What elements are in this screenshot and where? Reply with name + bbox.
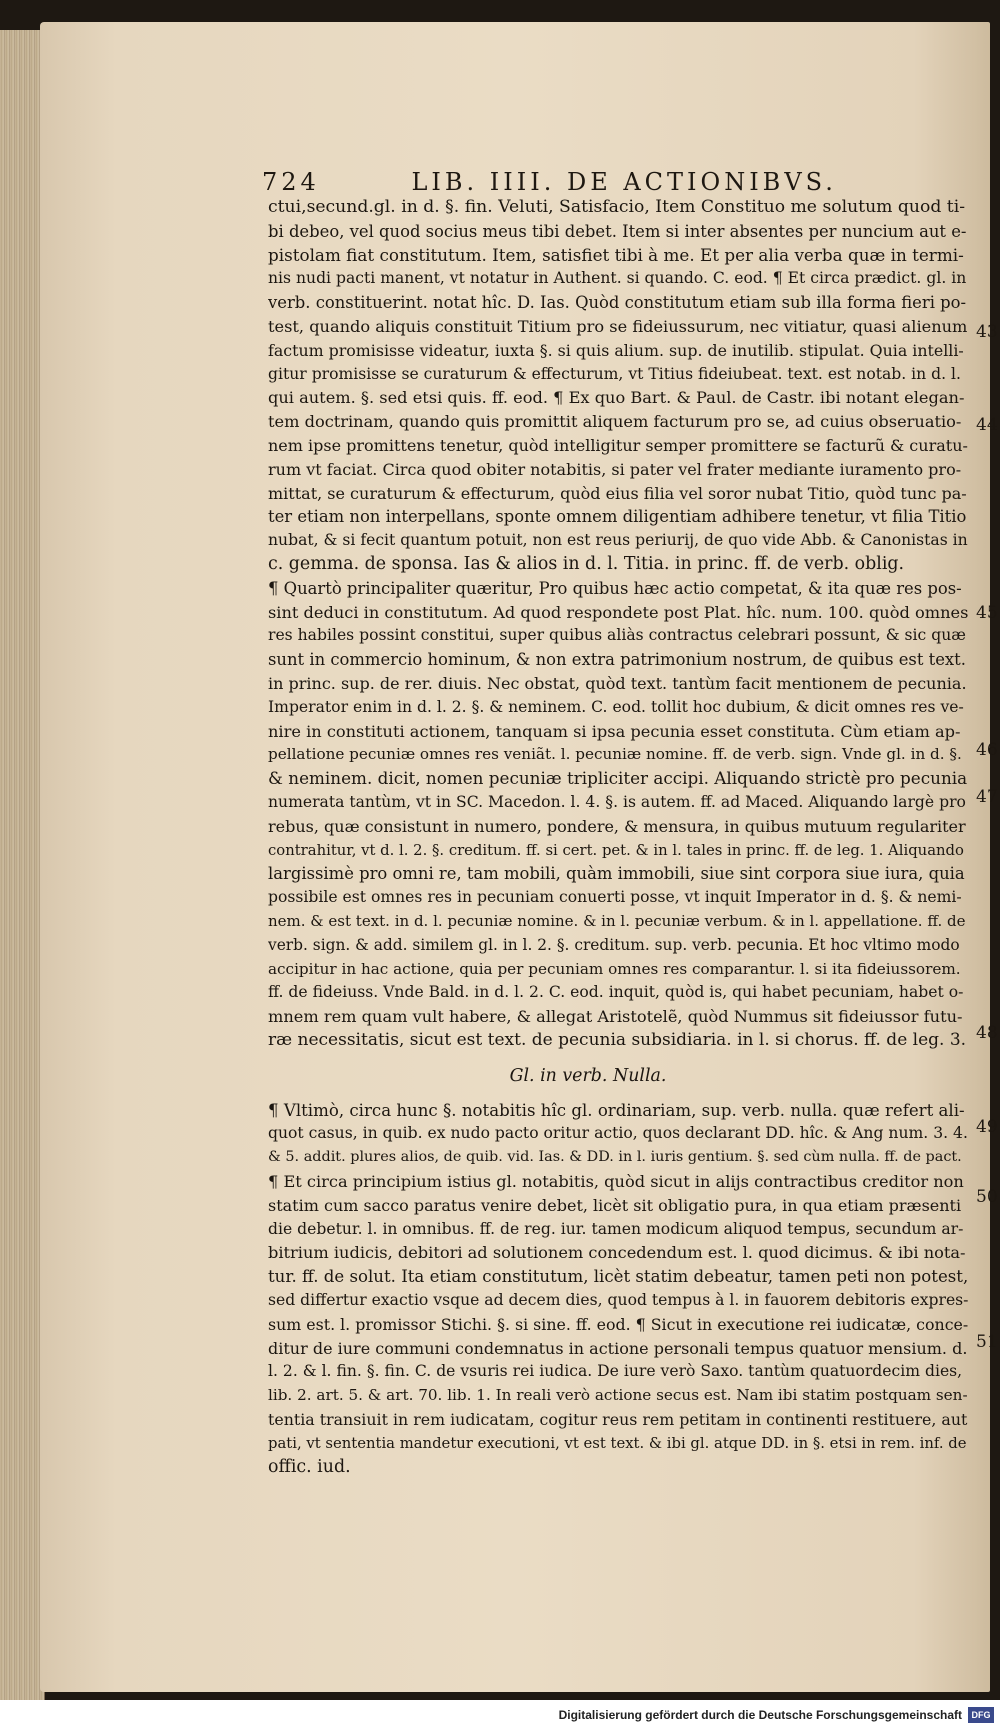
dfg-logo: DFG [968, 1707, 994, 1723]
text-line: die debetur. l. in omnibus. ff. de reg. iur. tamen modicum aliquod tempus, secundum ar- [268, 1219, 964, 1238]
margin-number: 47 [976, 787, 998, 807]
text-line: quot casus, in quib. ex nudo pacto oritur actio, quos declarant DD. hîc. & Ang num. 3. 4. [268, 1124, 968, 1143]
text-line: c. gemma. de sponsa. Ias & alios in d. l. Titia. in princ. ff. de verb. oblig. [268, 553, 905, 574]
text-line: & 5. addit. plures alios, de quib. vid. Ias. & DD. in l. iuris gentium. §. sed cùm nulla. ff. de pact. [268, 1149, 962, 1166]
page-edges [0, 30, 45, 1700]
text-line: tem doctrinam, quando quis promittit aliquem facturum pro se, ad cuius obseruatio- [268, 412, 962, 432]
text-line: pellatione pecuniæ omnes res veniãt. l. pecuniæ nomine. ff. de verb. sign. Vnde gl. in d. §. [268, 745, 962, 764]
text-line: sunt in commercio hominum, & non extra patrimonium nostrum, de quibus est text. [268, 650, 966, 670]
text-line: pistolam fiat constitutum. Item, satisfiet tibi à me. Et per alia verba quæ in termi- [268, 244, 964, 265]
text-line: gitur promisisse se curaturum & effecturum, vt Titius fideiubeat. text. est notab. in d. l. [268, 364, 961, 383]
text-line: ræ necessitatis, sicut est text. de pecunia subsidiaria. in l. si chorus. ff. de leg. 3. [268, 1029, 967, 1050]
text-line: bitrium iudicis, debitori ad solutionem concedendum est. l. quod dicimus. & ibi nota- [268, 1243, 966, 1263]
margin-number: 44 [976, 415, 998, 435]
body-part-two [268, 1099, 968, 1480]
text-line: accipitur in hac actione, quia per pecuniam omnes res comparantur. l. si ita fideiussorem. [268, 959, 961, 978]
text-line: test, quando aliquis constituit Titium pro se fideiussurum, nec vitiatur, quasi alienum [268, 316, 968, 336]
text-line: qui autem. §. sed etsi quis. ff. eod. ¶ Ex quo Bart. & Paul. de Castr. ibi notant elegan- [268, 388, 965, 408]
margin-number: 48 [976, 1023, 998, 1043]
text-line: rum vt faciat. Circa quod obiter notabitis, si pater vel frater mediante iuramento pro- [268, 459, 962, 479]
text-line: in princ. sup. de rer. diuis. Nec obstat, quòd text. tantùm facit mentionem de pecunia. [268, 673, 967, 693]
text-line: offic. iud. [268, 1456, 351, 1477]
margin-number: 45 [976, 603, 998, 623]
text-line: ter etiam non interpellans, sponte omnem diligentiam adhibere tenetur, vt filia Titio [268, 507, 967, 527]
text-line: ¶ Quartò principaliter quæritur, Pro quibus hæc actio competat, & ita quæ res pos- [268, 578, 962, 598]
text-line: largissimè pro omni re, tam mobili, quàm immobili, siue sint corpora siue iura, quia [268, 864, 965, 884]
text-line: Imperator enim in d. l. 2. §. & neminem. C. eod. tollit hoc dubium, & dicit omnes res ve- [268, 697, 964, 716]
text-line: bi debeo, vel quod socius meus tibi debet. Item si inter absentes per nuncium aut e- [268, 221, 967, 241]
text-line: mittat, se curaturum & effecturum, quòd eius filia vel soror nubat Titio, quòd tunc pa- [268, 483, 967, 503]
margin-number: 43 [976, 322, 998, 342]
funding-credit: Digitalisierung gefördert durch die Deutsche Forschungsgemeinschaft [558, 1708, 962, 1722]
text-line: ff. de fideiuss. Vnde Bald. in d. l. 2. C. eod. inquit, quòd is, qui habet pecuniam, habet o- [268, 983, 964, 1002]
body-part-one [268, 196, 968, 1053]
text-line: possibile est omnes res in pecuniam conuerti posse, vt inquit Imperator in d. §. & nemi- [268, 888, 962, 907]
text-line: nire in constituti actionem, tanquam si ipsa pecunia esset constituta. Cùm etiam ap- [268, 721, 961, 741]
section-subheading: Gl. in verb. Nulla. [509, 1065, 667, 1086]
text-line: sed differtur exactio vsque ad decem dies, quod tempus à l. in fauorem debitoris expres- [268, 1291, 968, 1310]
text-line: numerata tantùm, vt in SC. Macedon. l. 4. §. is autem. ff. ad Maced. Aliquando largè pro [268, 792, 966, 811]
text-line: nem. & est text. in d. l. pecuniæ nomine. & in l. pecuniæ verbum. & in l. appellatione. ff. de [268, 911, 966, 930]
margin-number: 50 [976, 1187, 998, 1207]
page-header [262, 168, 842, 196]
text-line: pati, vt sententia mandetur executioni, vt est text. & ibi gl. atque DD. in §. etsi in rem. inf. de [268, 1434, 967, 1452]
folio-number: 724 [262, 168, 320, 196]
text-line: ditur de iure communi condemnatus in actione personali tempus quatuor mensium. d. [268, 1338, 968, 1358]
text-line: sint deduci in constitutum. Ad quod respondete post Plat. hîc. num. 100. quòd omnes [268, 602, 968, 622]
margin-number: 49 [976, 1117, 998, 1137]
text-line: factum promisisse videatur, iuxta §. si quis alium. sup. de inutilib. stipulat. Quia intelli- [268, 340, 964, 360]
body-text [268, 196, 968, 1479]
text-line: rebus, quæ consistunt in numero, pondere, & mensura, in quibus mutuum regulariter [268, 816, 966, 836]
text-line: res habiles possint constitui, super quibus aliàs contractus celebrari possunt, & sic quæ [268, 626, 966, 645]
text-line: contrahitur, vt d. l. 2. §. creditum. ff. si cert. pet. & in l. tales in princ. ff. de leg. 1. Aliquando [268, 841, 964, 859]
text-line: sum est. l. promissor Stichi. §. si sine. ff. eod. ¶ Sicut in executione rei iudicatæ, conce- [268, 1314, 968, 1334]
text-line: verb. sign. & add. similem gl. in l. 2. §. creditum. sup. verb. pecunia. Et hoc vltimo modo [268, 935, 960, 954]
running-title: LIB. IIII. DE ACTIONIBVS. [411, 168, 837, 196]
text-line: mnem rem quam vult habere, & allegat Aristotelẽ, quòd Nummus sit fideiussor futu- [268, 1007, 963, 1027]
text-line: tentia transiuit in rem iudicatam, cogitur reus rem petitam in continenti restituere, aut [268, 1410, 968, 1430]
margin-number: 51 [976, 1332, 998, 1352]
text-line: l. 2. & l. fin. §. fin. C. de vsuris rei iudica. De iure verò Saxo. tantùm quatuordecim dies, [268, 1362, 963, 1381]
text-line: lib. 2. art. 5. & art. 70. lib. 1. In reali verò actione secus est. Nam ibi statim postquam sen- [268, 1386, 968, 1405]
text-line: tur. ff. de solut. Ita etiam constitutum, licèt statim debeatur, tamen peti non potest, [268, 1267, 968, 1287]
text-line: verb. constituerint. notat hîc. D. Ias. Quòd constitutum etiam sub illa forma fieri po- [268, 293, 967, 313]
text-line: ctui,secund.gl. in d. §. fin. Veluti, Satisfacio, Item Constituo me solutum quod ti- [268, 197, 966, 217]
margin-number: 46 [976, 740, 998, 760]
text-line: nem ipse promittens tenetur, quòd intelligitur semper promittere se facturũ & curatu- [268, 435, 968, 455]
text-line: ¶ Et circa principium istius gl. notabitis, quòd sicut in alijs contractibus creditor non [268, 1172, 964, 1192]
text-line: nubat, & si fecit quantum potuit, non est reus periurij, de quo vide Abb. & Canonistas in [268, 531, 968, 550]
text-line: nis nudi pacti manent, vt notatur in Authent. si quando. C. eod. ¶ Et circa prædict. gl. in [268, 269, 967, 288]
text-line: statim cum sacco paratus venire debet, licèt sit obligatio pura, in qua etiam præsenti [268, 1195, 962, 1215]
footer-bar [0, 1700, 1000, 1732]
text-line: ¶ Vltimò, circa hunc §. notabitis hîc gl. ordinariam, sup. verb. nulla. quæ refert ali- [268, 1100, 965, 1120]
text-line: & neminem. dicit, nomen pecuniæ tripliciter accipi. Aliquando strictè pro pecunia [268, 768, 968, 789]
